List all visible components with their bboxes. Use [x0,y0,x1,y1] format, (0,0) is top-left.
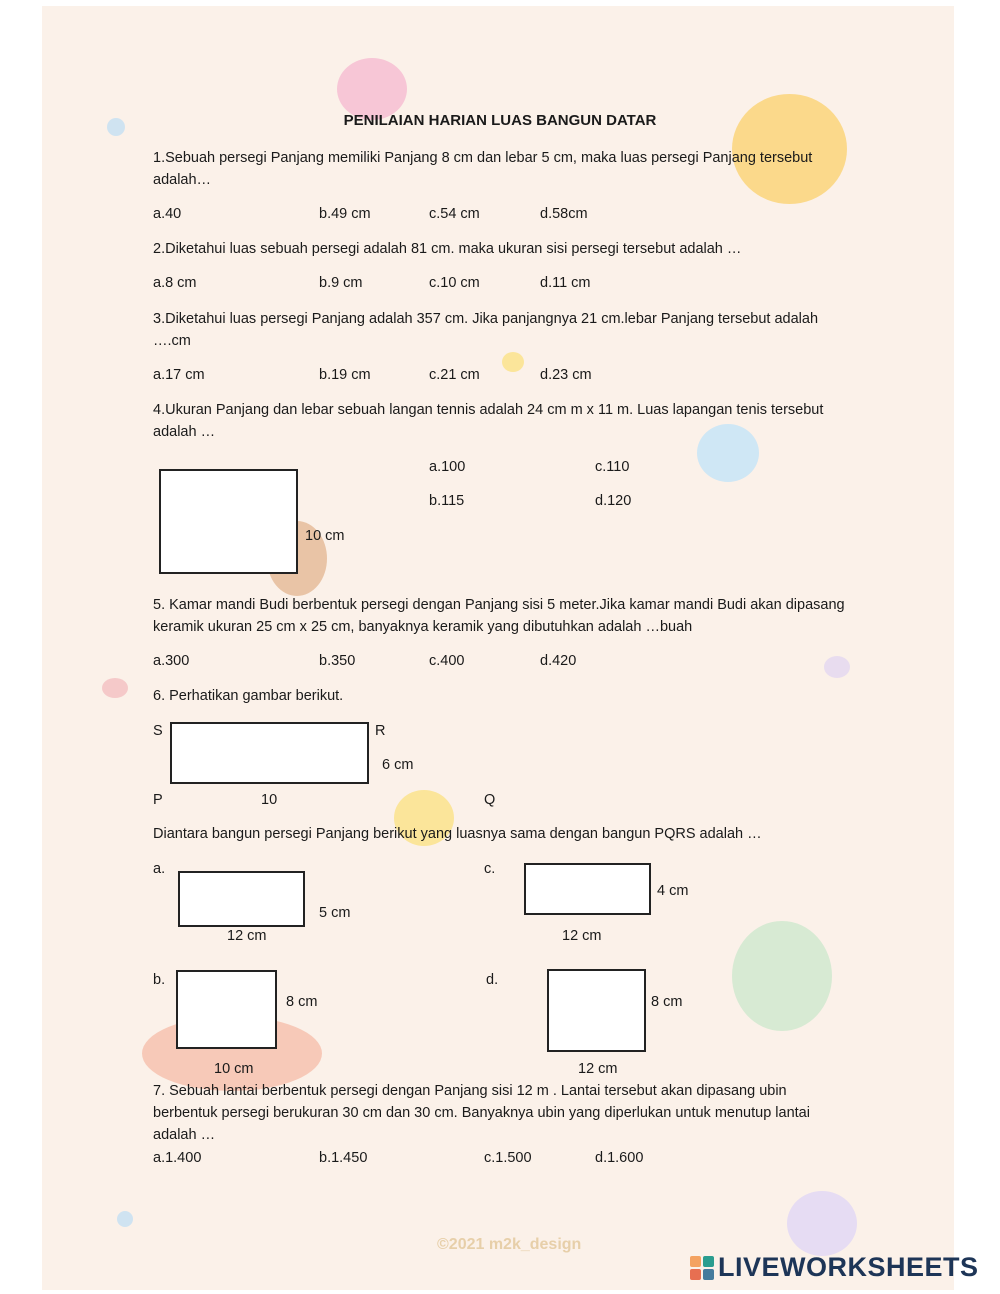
bubble-decoration [824,656,850,678]
q3-option-c[interactable]: c.21 cm [429,367,480,383]
liveworksheets-logo-icon [690,1256,714,1280]
corner-label-q: Q [484,792,496,808]
q4-rectangle-figure [159,469,298,574]
question-1-text: 1.Sebuah persegi Panjang memiliki Panjang 8 cm dan lebar 5 cm, maka luas persegi Panjang tersebut adalah… [153,150,813,188]
q6-choice-d-rectangle[interactable] [547,969,646,1052]
q6-choice-b-letter[interactable]: b. [153,972,166,988]
q4-option-c[interactable]: c.110 [595,459,630,475]
q6-choice-d-width: 12 cm [578,1061,618,1077]
q5-option-c[interactable]: c.400 [429,653,465,669]
q7-option-c[interactable]: c.1.500 [484,1150,532,1166]
question-7-text: 7. Sebuah lantai berbentuk persegi dengan Panjang sisi 12 m . Lantai tersebut akan dipasang ubin berbentuk persegi berukuran 30 cm dan 30 cm. Banyaknya ubin yang diperlukan untuk menutup lantai adalah … [153,1083,810,1143]
q4-option-a[interactable]: a.100 [429,459,466,475]
q4-option-b[interactable]: b.115 [429,493,465,509]
q6-choice-d-letter[interactable]: d. [486,972,499,988]
q6-choice-b-width: 10 cm [214,1061,254,1077]
question-3-text: 3.Diketahui luas persegi Panjang adalah 357 cm. Jika panjangnya 21 cm.lebar Panjang tersebut adalah ….cm [153,311,819,349]
q2-option-b[interactable]: b.9 cm [319,275,363,291]
bubble-decoration [102,678,128,698]
q6-choice-b-rectangle[interactable] [176,970,277,1049]
bubble-decoration [117,1211,133,1227]
pqrs-base-label: 10 [261,792,278,808]
question-4-text: 4.Ukuran Panjang dan lebar sebuah langan tennis adalah 24 cm m x 11 m. Luas lapangan tenis tersebut adalah … [153,402,824,440]
q2-option-c[interactable]: c.10 cm [429,275,480,291]
question-6-prompt: Diantara bangun persegi Panjang berikut yang luasnya sama dengan bangun PQRS adalah … [153,826,762,842]
watermark-text: ©2021 m2k_design [437,1236,582,1253]
q7-option-b[interactable]: b.1.450 [319,1150,368,1166]
q5-option-b[interactable]: b.350 [319,653,356,669]
q6-choice-a-width: 12 cm [227,928,267,944]
worksheet-title: PENILAIAN HARIAN LUAS BANGUN DATAR [343,112,657,129]
q6-choice-a-height: 5 cm [319,905,351,921]
q1-option-c[interactable]: c.54 cm [429,206,480,222]
q6-choice-a-letter[interactable]: a. [153,861,166,877]
q5-option-d[interactable]: d.420 [540,653,577,669]
q3-option-d[interactable]: d.23 cm [540,367,592,383]
q4-figure-label: 10 cm [305,528,345,544]
brand-name: LIVEWORKSHEETS [718,1252,979,1282]
q6-choice-a-rectangle[interactable] [178,871,305,927]
pqrs-rectangle-figure [170,722,369,784]
flower-decoration [787,1191,857,1256]
q6-choice-c-width: 12 cm [562,928,602,944]
liveworksheets-brand [690,1252,979,1283]
question-2-text: 2.Diketahui luas sebuah persegi adalah 81 cm. maka ukuran sisi persegi tersebut adalah … [153,241,742,257]
q3-option-a[interactable]: a.17 cm [153,367,205,383]
q7-option-a[interactable]: a.1.400 [153,1150,202,1166]
q3-option-b[interactable]: b.19 cm [319,367,371,383]
corner-label-p: P [153,792,163,808]
q2-option-a[interactable]: a.8 cm [153,275,197,291]
corner-label-r: R [375,723,386,739]
bubble-decoration [502,352,524,372]
q6-choice-b-height: 8 cm [286,994,318,1010]
question-6-text: 6. Perhatikan gambar berikut. [153,688,344,704]
q1-option-b[interactable]: b.49 cm [319,206,371,222]
q6-choice-c-letter[interactable]: c. [484,861,496,877]
q6-choice-c-rectangle[interactable] [524,863,651,915]
q6-choice-d-height: 8 cm [651,994,683,1010]
q5-option-a[interactable]: a.300 [153,653,190,669]
q6-choice-c-height: 4 cm [657,883,689,899]
q2-option-d[interactable]: d.11 cm [540,275,591,291]
q7-option-d[interactable]: d.1.600 [595,1150,644,1166]
q1-option-d[interactable]: d.58cm [540,206,588,222]
pqrs-side-label: 6 cm [382,757,414,773]
q4-option-d[interactable]: d.120 [595,493,632,509]
corner-label-s: S [153,723,163,739]
q1-option-a[interactable]: a.40 [153,206,182,222]
question-5-text: 5. Kamar mandi Budi berbentuk persegi dengan Panjang sisi 5 meter.Jika kamar mandi Budi akan dipasang keramik ukuran 25 cm x 25 cm, banyaknya keramik yang dibutuhkan adalah …buah [153,597,845,635]
flower-decoration [337,58,407,120]
palm-tree-decoration [732,921,832,1031]
